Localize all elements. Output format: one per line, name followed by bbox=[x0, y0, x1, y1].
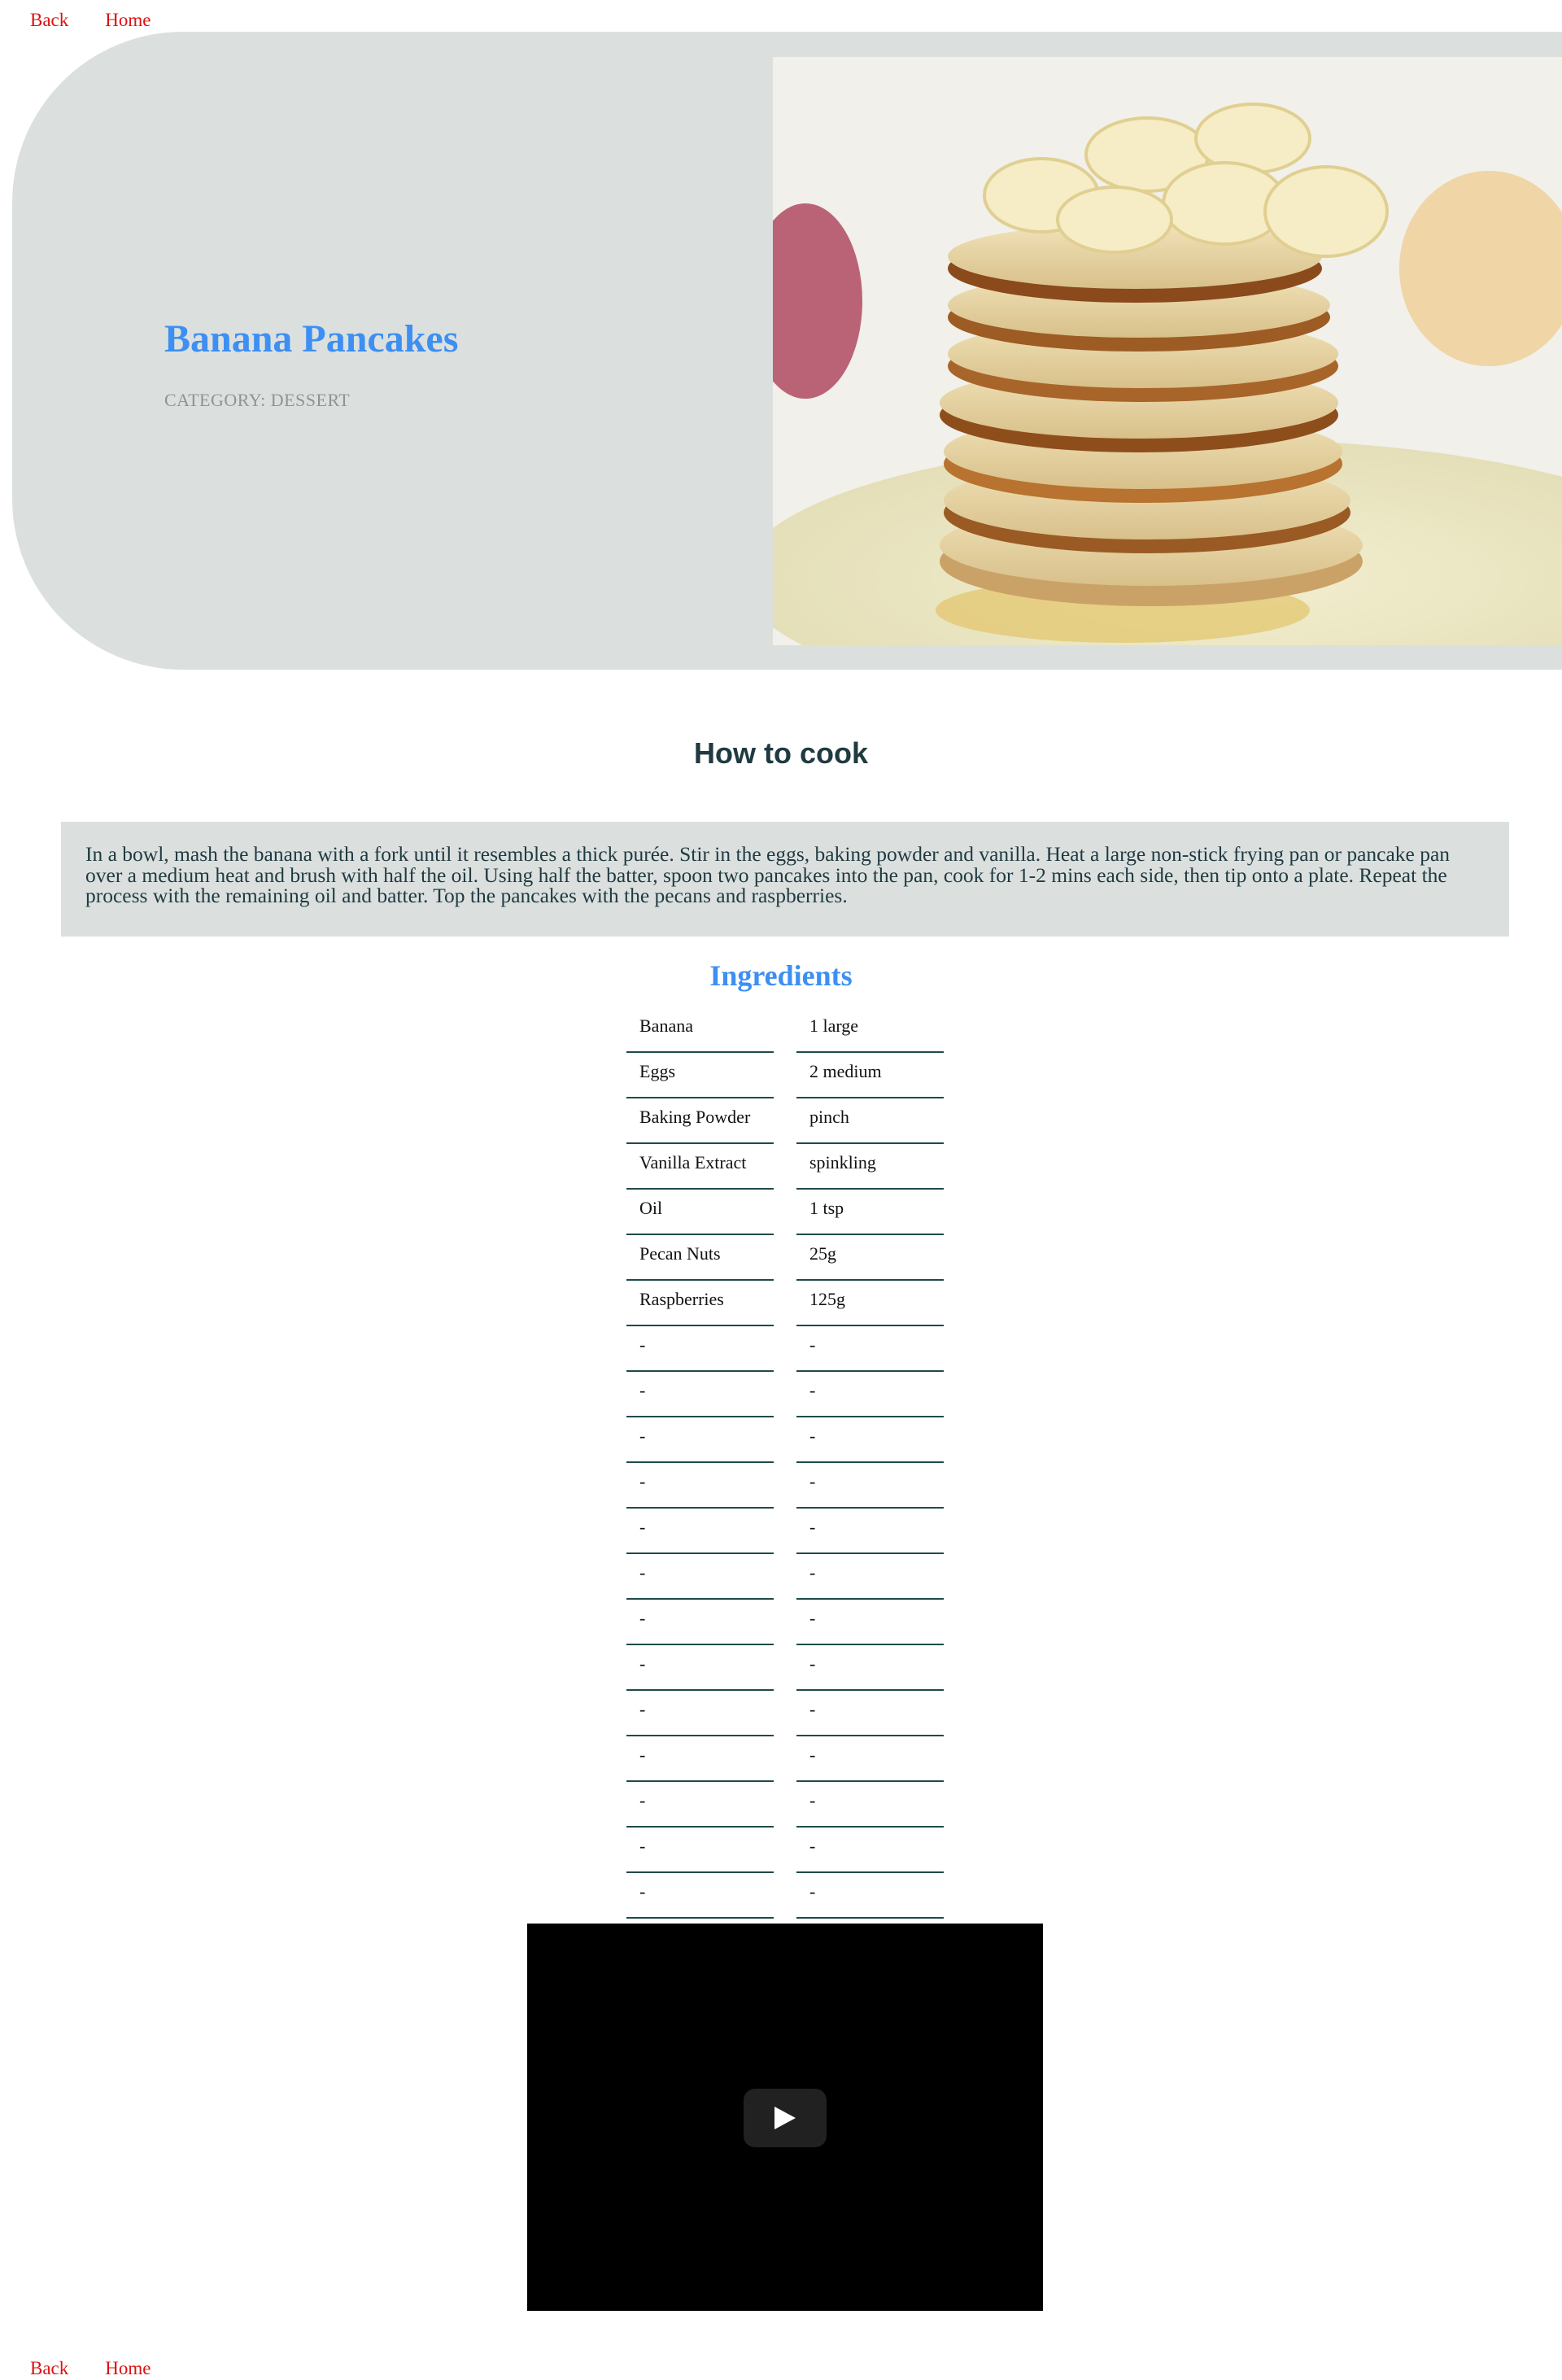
recipe-category: CATEGORY: DESSERT bbox=[164, 390, 351, 410]
ingredient-measure: 1 large bbox=[796, 1007, 944, 1053]
ingredient-name: Oil bbox=[626, 1190, 774, 1235]
ingredient-measure: - bbox=[796, 1645, 944, 1691]
play-button[interactable] bbox=[744, 2089, 827, 2147]
ingredient-row bbox=[626, 1554, 944, 1600]
ingredient-name: Pecan Nuts bbox=[626, 1235, 774, 1281]
ingredient-name: Baking Powder bbox=[626, 1098, 774, 1144]
ingredient-name: - bbox=[626, 1736, 774, 1782]
home-link[interactable]: Home bbox=[105, 10, 151, 30]
play-icon bbox=[773, 2106, 797, 2130]
ingredient-name: - bbox=[626, 1873, 774, 1919]
ingredient-measure: 25g bbox=[796, 1235, 944, 1281]
method-panel bbox=[61, 822, 1509, 937]
ingredient-measure: 2 medium bbox=[796, 1053, 944, 1098]
ingredient-row bbox=[626, 1372, 944, 1417]
ingredient-row bbox=[626, 1828, 944, 1873]
ingredients-table bbox=[626, 1007, 944, 1919]
ingredient-measure: - bbox=[796, 1691, 944, 1736]
recipe-title: Banana Pancakes bbox=[164, 317, 459, 360]
ingredient-measure: - bbox=[796, 1326, 944, 1372]
ingredient-name: - bbox=[626, 1782, 774, 1828]
ingredient-measure: - bbox=[796, 1509, 944, 1554]
ingredient-row bbox=[626, 1736, 944, 1782]
how-to-cook-heading: How to cook bbox=[694, 736, 868, 770]
ingredient-row bbox=[626, 1782, 944, 1828]
home-link[interactable]: Home bbox=[105, 2358, 151, 2378]
ingredient-name: - bbox=[626, 1554, 774, 1600]
method-text: In a bowl, mash the banana with a fork until it resembles a thick purée. Stir in the eggs, baking powder and vanilla. Heat a large non-stick frying pan or pancake pan over a medium heat and brush with half the oil. Using half the batter, spoon two pancakes into the pan, cook for 1-2 mins each side, then tip onto a plate. Repeat the process with the remaining oil and batter. Top the pancakes with the pecans and raspberries. bbox=[85, 842, 1451, 907]
video-player[interactable] bbox=[527, 1924, 1043, 2311]
ingredients-heading: Ingredients bbox=[709, 959, 853, 992]
ingredient-row bbox=[626, 1281, 944, 1326]
ingredient-name: - bbox=[626, 1645, 774, 1691]
ingredient-row bbox=[626, 1007, 944, 1053]
back-link[interactable]: Back bbox=[30, 2358, 69, 2378]
ingredient-measure: - bbox=[796, 1554, 944, 1600]
recipe-hero bbox=[12, 32, 1562, 670]
ingredient-name: - bbox=[626, 1372, 774, 1417]
ingredient-measure: spinkling bbox=[796, 1144, 944, 1190]
ingredient-measure: 125g bbox=[796, 1281, 944, 1326]
back-link[interactable]: Back bbox=[30, 10, 69, 30]
pancake-stack-illustration bbox=[773, 57, 1562, 645]
ingredient-row bbox=[626, 1098, 944, 1144]
ingredient-name: Eggs bbox=[626, 1053, 774, 1098]
ingredient-row bbox=[626, 1509, 944, 1554]
ingredient-row bbox=[626, 1235, 944, 1281]
top-nav bbox=[30, 10, 151, 34]
ingredient-measure: pinch bbox=[796, 1098, 944, 1144]
ingredient-measure: - bbox=[796, 1828, 944, 1873]
ingredient-name: - bbox=[626, 1691, 774, 1736]
ingredient-row bbox=[626, 1873, 944, 1919]
ingredient-row bbox=[626, 1600, 944, 1645]
ingredient-measure: 1 tsp bbox=[796, 1190, 944, 1235]
ingredient-name: - bbox=[626, 1463, 774, 1509]
ingredient-row bbox=[626, 1417, 944, 1463]
ingredient-row bbox=[626, 1463, 944, 1509]
bottom-nav bbox=[30, 2358, 151, 2380]
ingredient-measure: - bbox=[796, 1736, 944, 1782]
ingredient-row bbox=[626, 1691, 944, 1736]
ingredient-row bbox=[626, 1053, 944, 1098]
ingredient-name: Vanilla Extract bbox=[626, 1144, 774, 1190]
ingredient-name: - bbox=[626, 1417, 774, 1463]
ingredient-measure: - bbox=[796, 1463, 944, 1509]
ingredient-row bbox=[626, 1190, 944, 1235]
ingredient-row bbox=[626, 1144, 944, 1190]
recipe-photo bbox=[773, 57, 1562, 645]
ingredient-measure: - bbox=[796, 1873, 944, 1919]
ingredient-measure: - bbox=[796, 1372, 944, 1417]
ingredient-name: - bbox=[626, 1326, 774, 1372]
ingredient-name: Banana bbox=[626, 1007, 774, 1053]
ingredient-row bbox=[626, 1326, 944, 1372]
ingredient-measure: - bbox=[796, 1782, 944, 1828]
ingredient-measure: - bbox=[796, 1417, 944, 1463]
ingredient-name: - bbox=[626, 1828, 774, 1873]
ingredient-name: - bbox=[626, 1509, 774, 1554]
ingredient-row bbox=[626, 1645, 944, 1691]
ingredient-measure: - bbox=[796, 1600, 944, 1645]
ingredient-name: Raspberries bbox=[626, 1281, 774, 1326]
ingredient-name: - bbox=[626, 1600, 774, 1645]
